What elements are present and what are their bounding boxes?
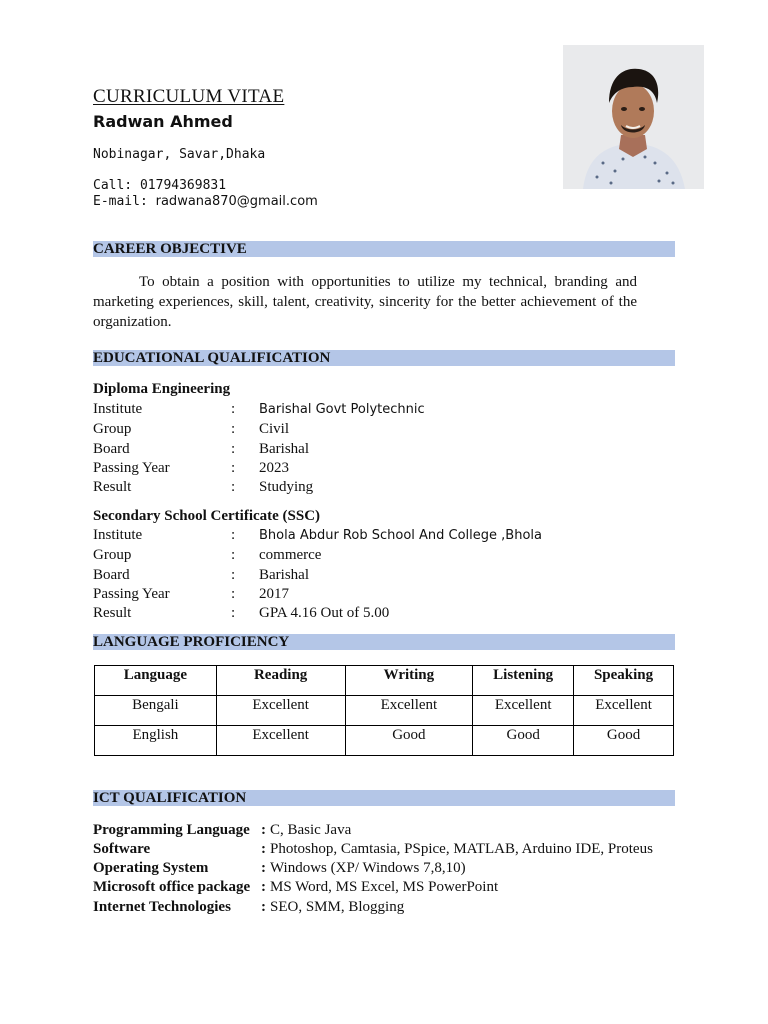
column-header: Language xyxy=(95,666,217,696)
row-label: Passing Year xyxy=(93,460,170,476)
column-header: Listening xyxy=(473,666,574,696)
row-value: Studying xyxy=(259,479,314,495)
row-colon: : xyxy=(231,547,236,563)
table-cell: Excellent xyxy=(574,696,674,726)
row-label: Group xyxy=(93,421,132,437)
career-objective-body: To obtain a position with opportunities to utilize my technical, branding and marketing experiences, skill, talent, creativity, sincerity for the better achievement of the organization. xyxy=(93,274,637,330)
row-value: Civil xyxy=(259,421,290,437)
career-objective-heading: CAREER OBJECTIVE xyxy=(93,241,675,257)
column-header: Writing xyxy=(345,666,473,696)
ict-label: Software xyxy=(93,841,151,857)
row-label: Board xyxy=(93,567,130,583)
table-row xyxy=(95,726,674,756)
row-colon: : xyxy=(231,401,236,417)
row-label: Institute xyxy=(93,527,143,543)
ict-colon: : xyxy=(261,841,266,857)
row-label: Institute xyxy=(93,401,143,417)
row-value: GPA 4.16 Out of 5.00 xyxy=(259,605,390,621)
row-label: Result xyxy=(93,479,132,495)
profile-photo xyxy=(563,45,704,189)
row-colon: : xyxy=(231,460,236,476)
row-colon: : xyxy=(231,441,236,457)
education-heading: EDUCATIONAL QUALIFICATION xyxy=(93,350,675,366)
language-table xyxy=(94,665,674,756)
row-colon: : xyxy=(231,421,236,437)
table-cell: Excellent xyxy=(216,726,345,756)
ssc-title: Secondary School Certificate (SSC) xyxy=(93,508,321,524)
table-cell: Excellent xyxy=(473,696,574,726)
row-value: Barishal xyxy=(259,441,309,457)
ict-value: MS Word, MS Excel, MS PowerPoint xyxy=(270,879,499,895)
row-value: Barishal Govt Polytechnic xyxy=(259,402,425,417)
table-row xyxy=(95,696,674,726)
candidate-name: Radwan Ahmed xyxy=(93,112,233,131)
row-colon: : xyxy=(231,605,236,621)
language-heading: LANGUAGE PROFICIENCY xyxy=(93,634,675,650)
ict-value: Windows (XP/ Windows 7,8,10) xyxy=(270,860,466,876)
table-cell: Excellent xyxy=(216,696,345,726)
ict-label: Operating System xyxy=(93,860,209,876)
row-colon: : xyxy=(231,527,236,543)
diploma-title: Diploma Engineering xyxy=(93,381,231,397)
row-colon: : xyxy=(231,479,236,495)
row-value: 2017 xyxy=(259,586,289,602)
row-label: Passing Year xyxy=(93,586,170,602)
ict-value: C, Basic Java xyxy=(270,822,352,838)
ict-heading: ICT QUALIFICATION xyxy=(93,790,675,806)
row-value: 2023 xyxy=(259,460,289,476)
ict-colon: : xyxy=(261,860,266,876)
cv-title: CURRICULUM VITAE xyxy=(93,86,285,107)
ict-value: Photoshop, Camtasia, PSpice, MATLAB, Arduino IDE, Proteus xyxy=(270,841,653,857)
career-objective-text xyxy=(93,272,637,332)
table-cell: Bengali xyxy=(95,696,217,726)
row-colon: : xyxy=(231,586,236,602)
table-cell: Excellent xyxy=(345,696,473,726)
table-cell: Good xyxy=(473,726,574,756)
row-colon: : xyxy=(231,567,236,583)
table-header-row xyxy=(95,666,674,696)
email-label: E-mail: xyxy=(93,194,156,209)
ict-label: Programming Language xyxy=(93,822,250,838)
ict-label: Microsoft office package xyxy=(93,879,251,895)
ict-label: Internet Technologies xyxy=(93,899,231,915)
ict-colon: : xyxy=(261,822,266,838)
column-header: Reading xyxy=(216,666,345,696)
row-value: commerce xyxy=(259,547,322,563)
ict-value: SEO, SMM, Blogging xyxy=(270,899,405,915)
row-label: Result xyxy=(93,605,132,621)
address: Nobinagar, Savar,Dhaka xyxy=(93,147,266,162)
email-value: radwana870@gmail.com xyxy=(155,194,318,209)
table-cell: Good xyxy=(345,726,473,756)
row-value: Barishal xyxy=(259,567,309,583)
row-label: Group xyxy=(93,547,132,563)
row-label: Board xyxy=(93,441,130,457)
ict-colon: : xyxy=(261,879,266,895)
table-cell: Good xyxy=(574,726,674,756)
column-header: Speaking xyxy=(574,666,674,696)
row-value: Bhola Abdur Rob School And College ,Bhola xyxy=(259,528,542,543)
email xyxy=(93,193,318,210)
table-cell: English xyxy=(95,726,217,756)
phone: Call: 01794369831 xyxy=(93,178,227,193)
ict-colon: : xyxy=(261,899,266,915)
person-photo-icon xyxy=(563,45,704,189)
